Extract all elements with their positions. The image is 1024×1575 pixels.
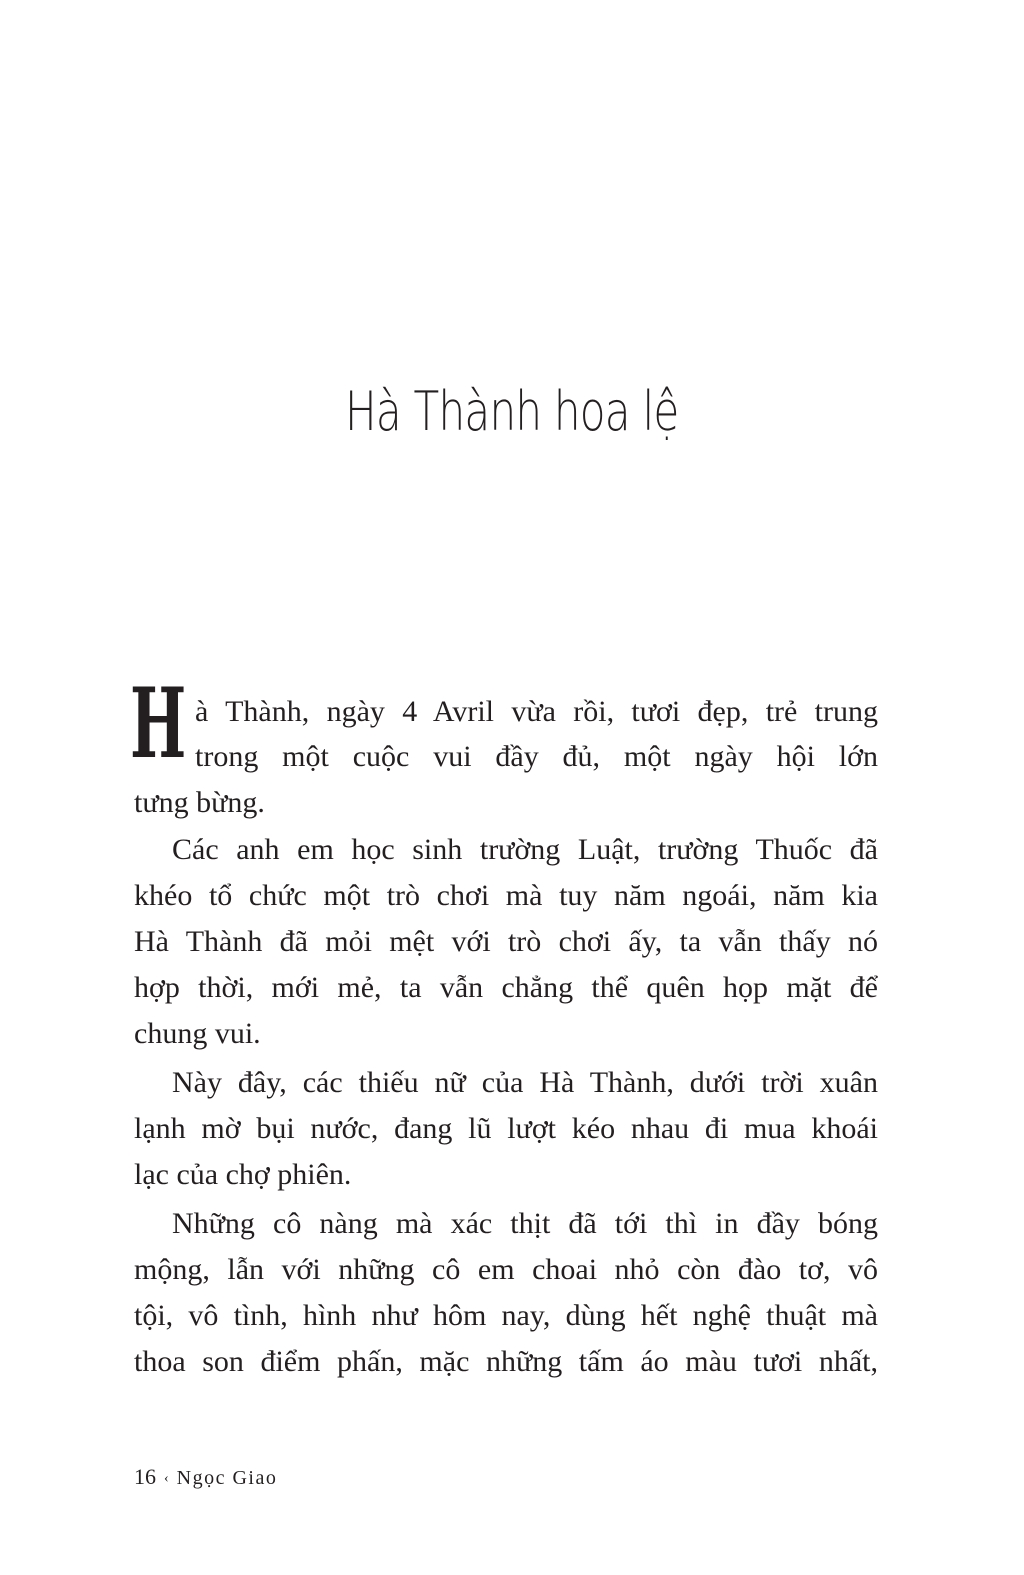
separator-icon: ‹ bbox=[164, 1471, 169, 1486]
text-line: mộng, lẫn với những cô em choai nhỏ còn đào tơ, vô bbox=[134, 1253, 878, 1286]
text-line: lạc của chợ phiên. bbox=[134, 1158, 352, 1191]
text-line: tưng bừng. bbox=[134, 786, 265, 819]
text-line: Này đây, các thiếu nữ của Hà Thành, dưới trời xuân bbox=[172, 1066, 878, 1099]
text-line: Những cô nàng mà xác thịt đã tới thì in đầy bóng bbox=[172, 1207, 878, 1240]
page-number: 16 bbox=[134, 1464, 156, 1489]
text-line: tội, vô tình, hình như hôm nay, dùng hết nghệ thuật mà bbox=[134, 1299, 878, 1332]
author-name: Ngọc Giao bbox=[176, 1467, 278, 1489]
text-line: à Thành, ngày 4 Avril vừa rồi, tươi đẹp, trẻ trung bbox=[195, 695, 878, 728]
page-footer bbox=[134, 1462, 277, 1494]
text-line: khéo tổ chức một trò chơi mà tuy năm ngoái, năm kia bbox=[134, 879, 878, 912]
text-line: Các anh em học sinh trường Luật, trường Thuốc đã bbox=[172, 833, 878, 866]
text-line: trong một cuộc vui đầy đủ, một ngày hội lớn bbox=[195, 740, 878, 773]
chapter-title-text: Hà Thành hoa lệ bbox=[345, 380, 679, 443]
drop-cap: H bbox=[130, 667, 187, 780]
text-line: Hà Thành đã mỏi mệt với trò chơi ấy, ta vẫn thấy nó bbox=[134, 925, 878, 958]
text-line: hợp thời, mới mẻ, ta vẫn chẳng thể quên họp mặt để bbox=[134, 971, 878, 1004]
chapter-title bbox=[0, 380, 1024, 443]
text-line: lạnh mờ bụi nước, đang lũ lượt kéo nhau đi mua khoái bbox=[134, 1112, 878, 1145]
text-line: thoa son điểm phấn, mặc những tấm áo màu tươi nhất, bbox=[134, 1345, 878, 1378]
text-line: chung vui. bbox=[134, 1017, 261, 1050]
